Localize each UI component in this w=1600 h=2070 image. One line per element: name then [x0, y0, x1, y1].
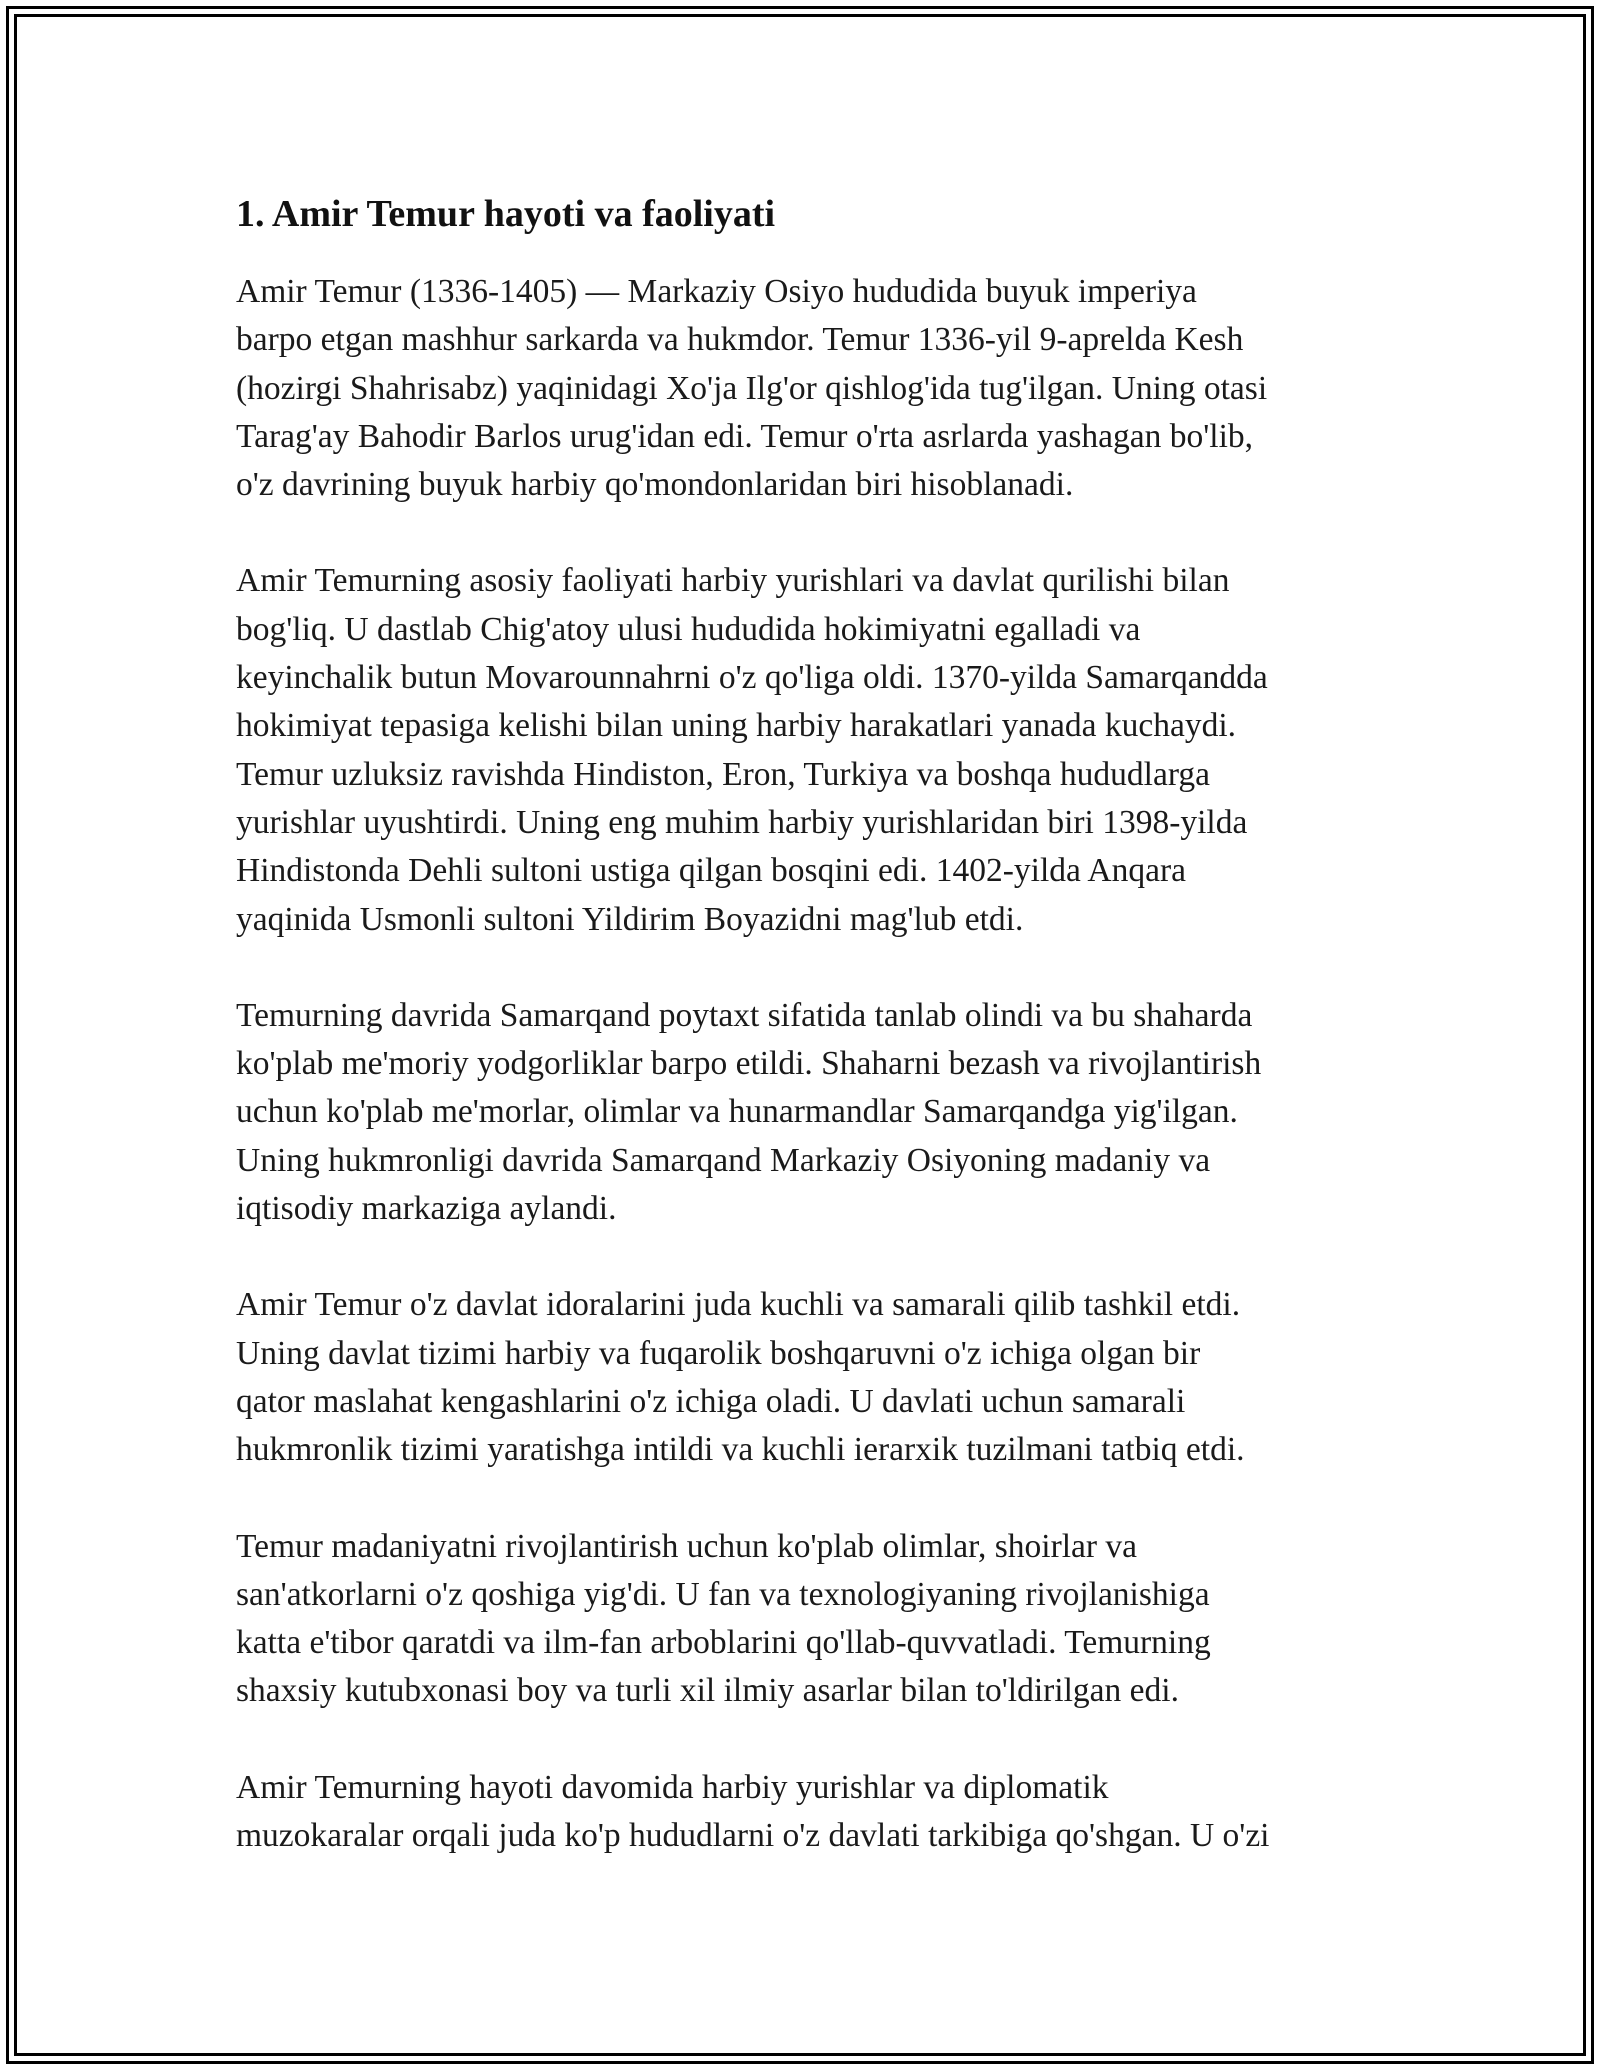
document-body	[236, 186, 1386, 1908]
paragraph-line: barpo etgan mashhur sarkarda va hukmdor. Temur 1336-yil 9-aprelda Kesh	[236, 321, 1244, 359]
paragraph-4	[236, 1281, 1386, 1474]
paragraph-line: Amir Temur o'z davlat idoralarini juda kuchli va samarali qilib tashkil etdi.	[236, 1286, 1241, 1324]
paragraph-line: Amir Temurning asosiy faoliyati harbiy yurishlari va davlat qurilishi bilan	[236, 562, 1230, 600]
paragraph-line: ko'plab me'moriy yodgorliklar barpo etildi. Shaharni bezash va rivojlantirish	[236, 1045, 1262, 1083]
paragraph-line: Hindistonda Dehli sultoni ustiga qilgan bosqini edi. 1402-yilda Anqara	[236, 852, 1186, 890]
paragraph-line: san'atkorlarni o'z qoshiga yig'di. U fan va texnologiyaning rivojlanishiga	[236, 1575, 1210, 1613]
paragraph-list	[236, 268, 1386, 1860]
paragraph-line: yurishlar uyushtirdi. Uning eng muhim harbiy yurishlaridan biri 1398-yilda	[236, 803, 1248, 841]
paragraph-line: Uning hukmronligi davrida Samarqand Markaziy Osiyoning madaniy va	[236, 1141, 1211, 1179]
paragraph-line: hukmronlik tizimi yaratishga intildi va kuchli ierarxik tuzilmani tatbiq etdi.	[236, 1431, 1245, 1469]
paragraph-line: Amir Temur (1336-1405) — Markaziy Osiyo hududida buyuk imperiya	[236, 273, 1197, 310]
paragraph-line: hokimiyat tepasiga kelishi bilan uning harbiy harakatlari yanada kuchaydi.	[236, 707, 1237, 745]
paragraph-line: keyinchalik butun Movarounnahrni o'z qo'liga oldi. 1370-yilda Samarqandda	[236, 659, 1268, 697]
paragraph-line: yaqinida Usmonli sultoni Yildirim Boyazidni mag'lub etdi.	[236, 900, 1024, 938]
paragraph-line: muzokaralar orqali juda ko'p hududlarni o'z davlati tarkibiga qo'shgan. U o'zi	[236, 1817, 1270, 1855]
paragraph-line: Temur uzluksiz ravishda Hindiston, Eron, Turkiya va boshqa hududlarga	[236, 755, 1210, 793]
paragraph-line: qator maslahat kengashlarini o'z ichiga oladi. U davlati uchun samarali	[236, 1382, 1186, 1420]
paragraph-3	[236, 992, 1386, 1233]
paragraph-line: (hozirgi Shahrisabz) yaqinidagi Xo'ja Ilg'or qishlog'ida tug'ilgan. Uning otasi	[236, 369, 1268, 407]
paragraph-line: Temur madaniyatni rivojlantirish uchun ko'plab olimlar, shoirlar va	[236, 1527, 1138, 1565]
paragraph-line: shaxsiy kutubxonasi boy va turli xil ilmiy asarlar bilan to'ldirilgan edi.	[236, 1672, 1179, 1710]
section-heading: 1. Amir Temur hayoti va faoliyati	[236, 193, 776, 235]
paragraph-line: bog'liq. U dastlab Chig'atoy ulusi hududida hokimiyatni egalladi va	[236, 610, 1141, 648]
paragraph-2	[236, 557, 1386, 943]
paragraph-line: Amir Temurning hayoti davomida harbiy yurishlar va diplomatik	[236, 1768, 1109, 1806]
paragraph-6	[236, 1764, 1386, 1861]
paragraph-1	[236, 268, 1386, 509]
paragraph-5	[236, 1523, 1386, 1716]
paragraph-line: Uning davlat tizimi harbiy va fuqarolik boshqaruvni o'z ichiga olgan bir	[236, 1334, 1201, 1372]
paragraph-line: uchun ko'plab me'morlar, olimlar va hunarmandlar Samarqandga yig'ilgan.	[236, 1093, 1238, 1131]
paragraph-line: iqtisodiy markaziga aylandi.	[236, 1190, 617, 1228]
paragraph-line: o'z davrining buyuk harbiy qo'mondonlaridan biri hisoblanadi.	[236, 466, 1074, 504]
paragraph-line: katta e'tibor qaratdi va ilm-fan arboblarini qo'llab-quvvatladi. Temurning	[236, 1624, 1211, 1662]
paragraph-line: Temurning davrida Samarqand poytaxt sifatida tanlab olindi va bu shaharda	[236, 996, 1253, 1034]
paragraph-line: Tarag'ay Bahodir Barlos urug'idan edi. Temur o'rta asrlarda yashagan bo'lib,	[236, 417, 1254, 455]
